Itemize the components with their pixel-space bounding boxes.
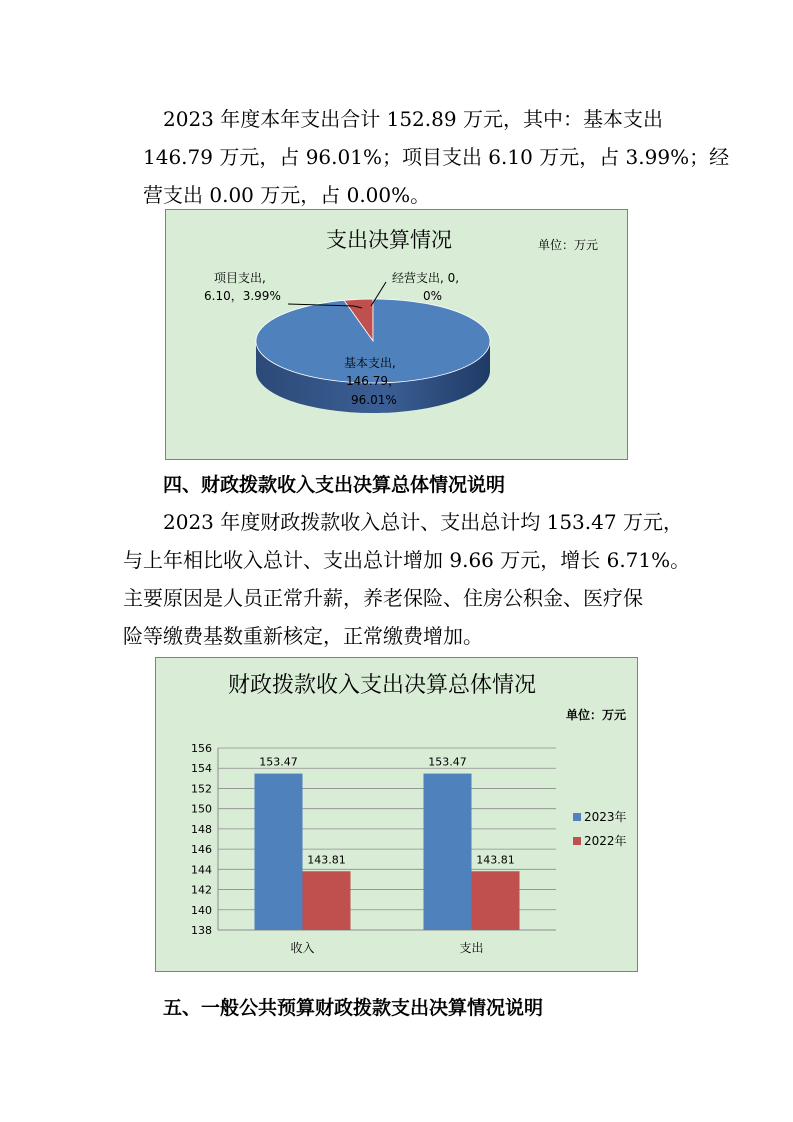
bar-data-label: 153.47 [259, 755, 298, 769]
pie-slice-basic [256, 299, 490, 383]
bar-支出-2022年 [472, 871, 520, 930]
y-tick-label: 142 [191, 883, 212, 897]
text-line: 2023 年度本年支出合计 152.89 万元，其中：基本支出 [163, 107, 663, 131]
operating-label-line2: 0% [423, 289, 443, 303]
bar-支出-2023年 [424, 774, 472, 930]
section-heading-4: 四、财政拨款收入支出决算总体情况说明 [163, 474, 506, 496]
x-category-label: 支出 [459, 941, 484, 955]
bar-chart-svg [156, 658, 637, 971]
fiscal-bar-chart [155, 657, 638, 972]
y-tick-label: 150 [191, 802, 212, 816]
text-line: 险等缴费基数重新核定，正常缴费增加。 [123, 624, 483, 648]
text-line: 146.79 万元，占 96.01%；项目支出 6.10 万元，占 3.99%；经 [143, 145, 730, 169]
text-line: 与上年相比收入总计、支出总计增加 9.66 万元，增长 6.71%。 [123, 548, 691, 572]
pie-chart-unit: 单位：万元 [538, 238, 599, 252]
y-tick-label: 140 [191, 903, 212, 917]
y-tick-label: 138 [191, 924, 212, 937]
bar-收入-2022年 [303, 871, 351, 930]
paragraph-expenditure-summary [143, 100, 730, 214]
text-line: 主要原因是人员正常升薪，养老保险、住房公积金、医疗保 [123, 586, 643, 610]
bar-data-label: 143.81 [307, 853, 346, 867]
text-line: 2023 年度财政拨款收入总计、支出总计均 153.47 万元， [163, 510, 683, 534]
expenditure-pie-chart [165, 209, 628, 460]
legend-label: 2023年 [584, 810, 627, 824]
paragraph-fiscal-summary [123, 503, 691, 655]
y-tick-label: 152 [191, 782, 212, 796]
pie-chart-svg [166, 210, 627, 459]
legend-swatch [573, 837, 581, 845]
bar-chart-title: 财政拨款收入支出决算总体情况 [228, 673, 537, 698]
legend-label: 2022年 [584, 834, 627, 848]
text-line: 营支出 0.00 万元，占 0.00%。 [143, 183, 431, 207]
bar-data-label: 153.47 [428, 755, 467, 769]
y-tick-label: 148 [191, 822, 212, 836]
section-heading-5: 五、一般公共预算财政拨款支出决算情况说明 [163, 997, 544, 1019]
project-label-line2: 6.10，3.99% [204, 289, 281, 303]
x-category-label: 收入 [290, 941, 315, 955]
basic-label-line3: 96.01% [351, 393, 397, 407]
y-tick-label: 154 [191, 762, 212, 776]
y-tick-label: 144 [191, 863, 212, 877]
pie-chart-title: 支出决算情况 [326, 228, 452, 252]
bar-data-label: 143.81 [476, 853, 515, 867]
y-tick-label: 146 [191, 843, 212, 857]
operating-label-line1: 经营支出, 0, [392, 271, 460, 285]
basic-label-line2: 146.79， [346, 374, 400, 388]
legend-swatch [573, 813, 581, 821]
bar-收入-2023年 [255, 774, 303, 930]
project-label-line1: 项目支出, [214, 271, 266, 285]
bar-chart-unit: 单位：万元 [566, 708, 627, 722]
y-tick-label: 156 [191, 742, 212, 755]
basic-label-line1: 基本支出, [344, 356, 396, 370]
